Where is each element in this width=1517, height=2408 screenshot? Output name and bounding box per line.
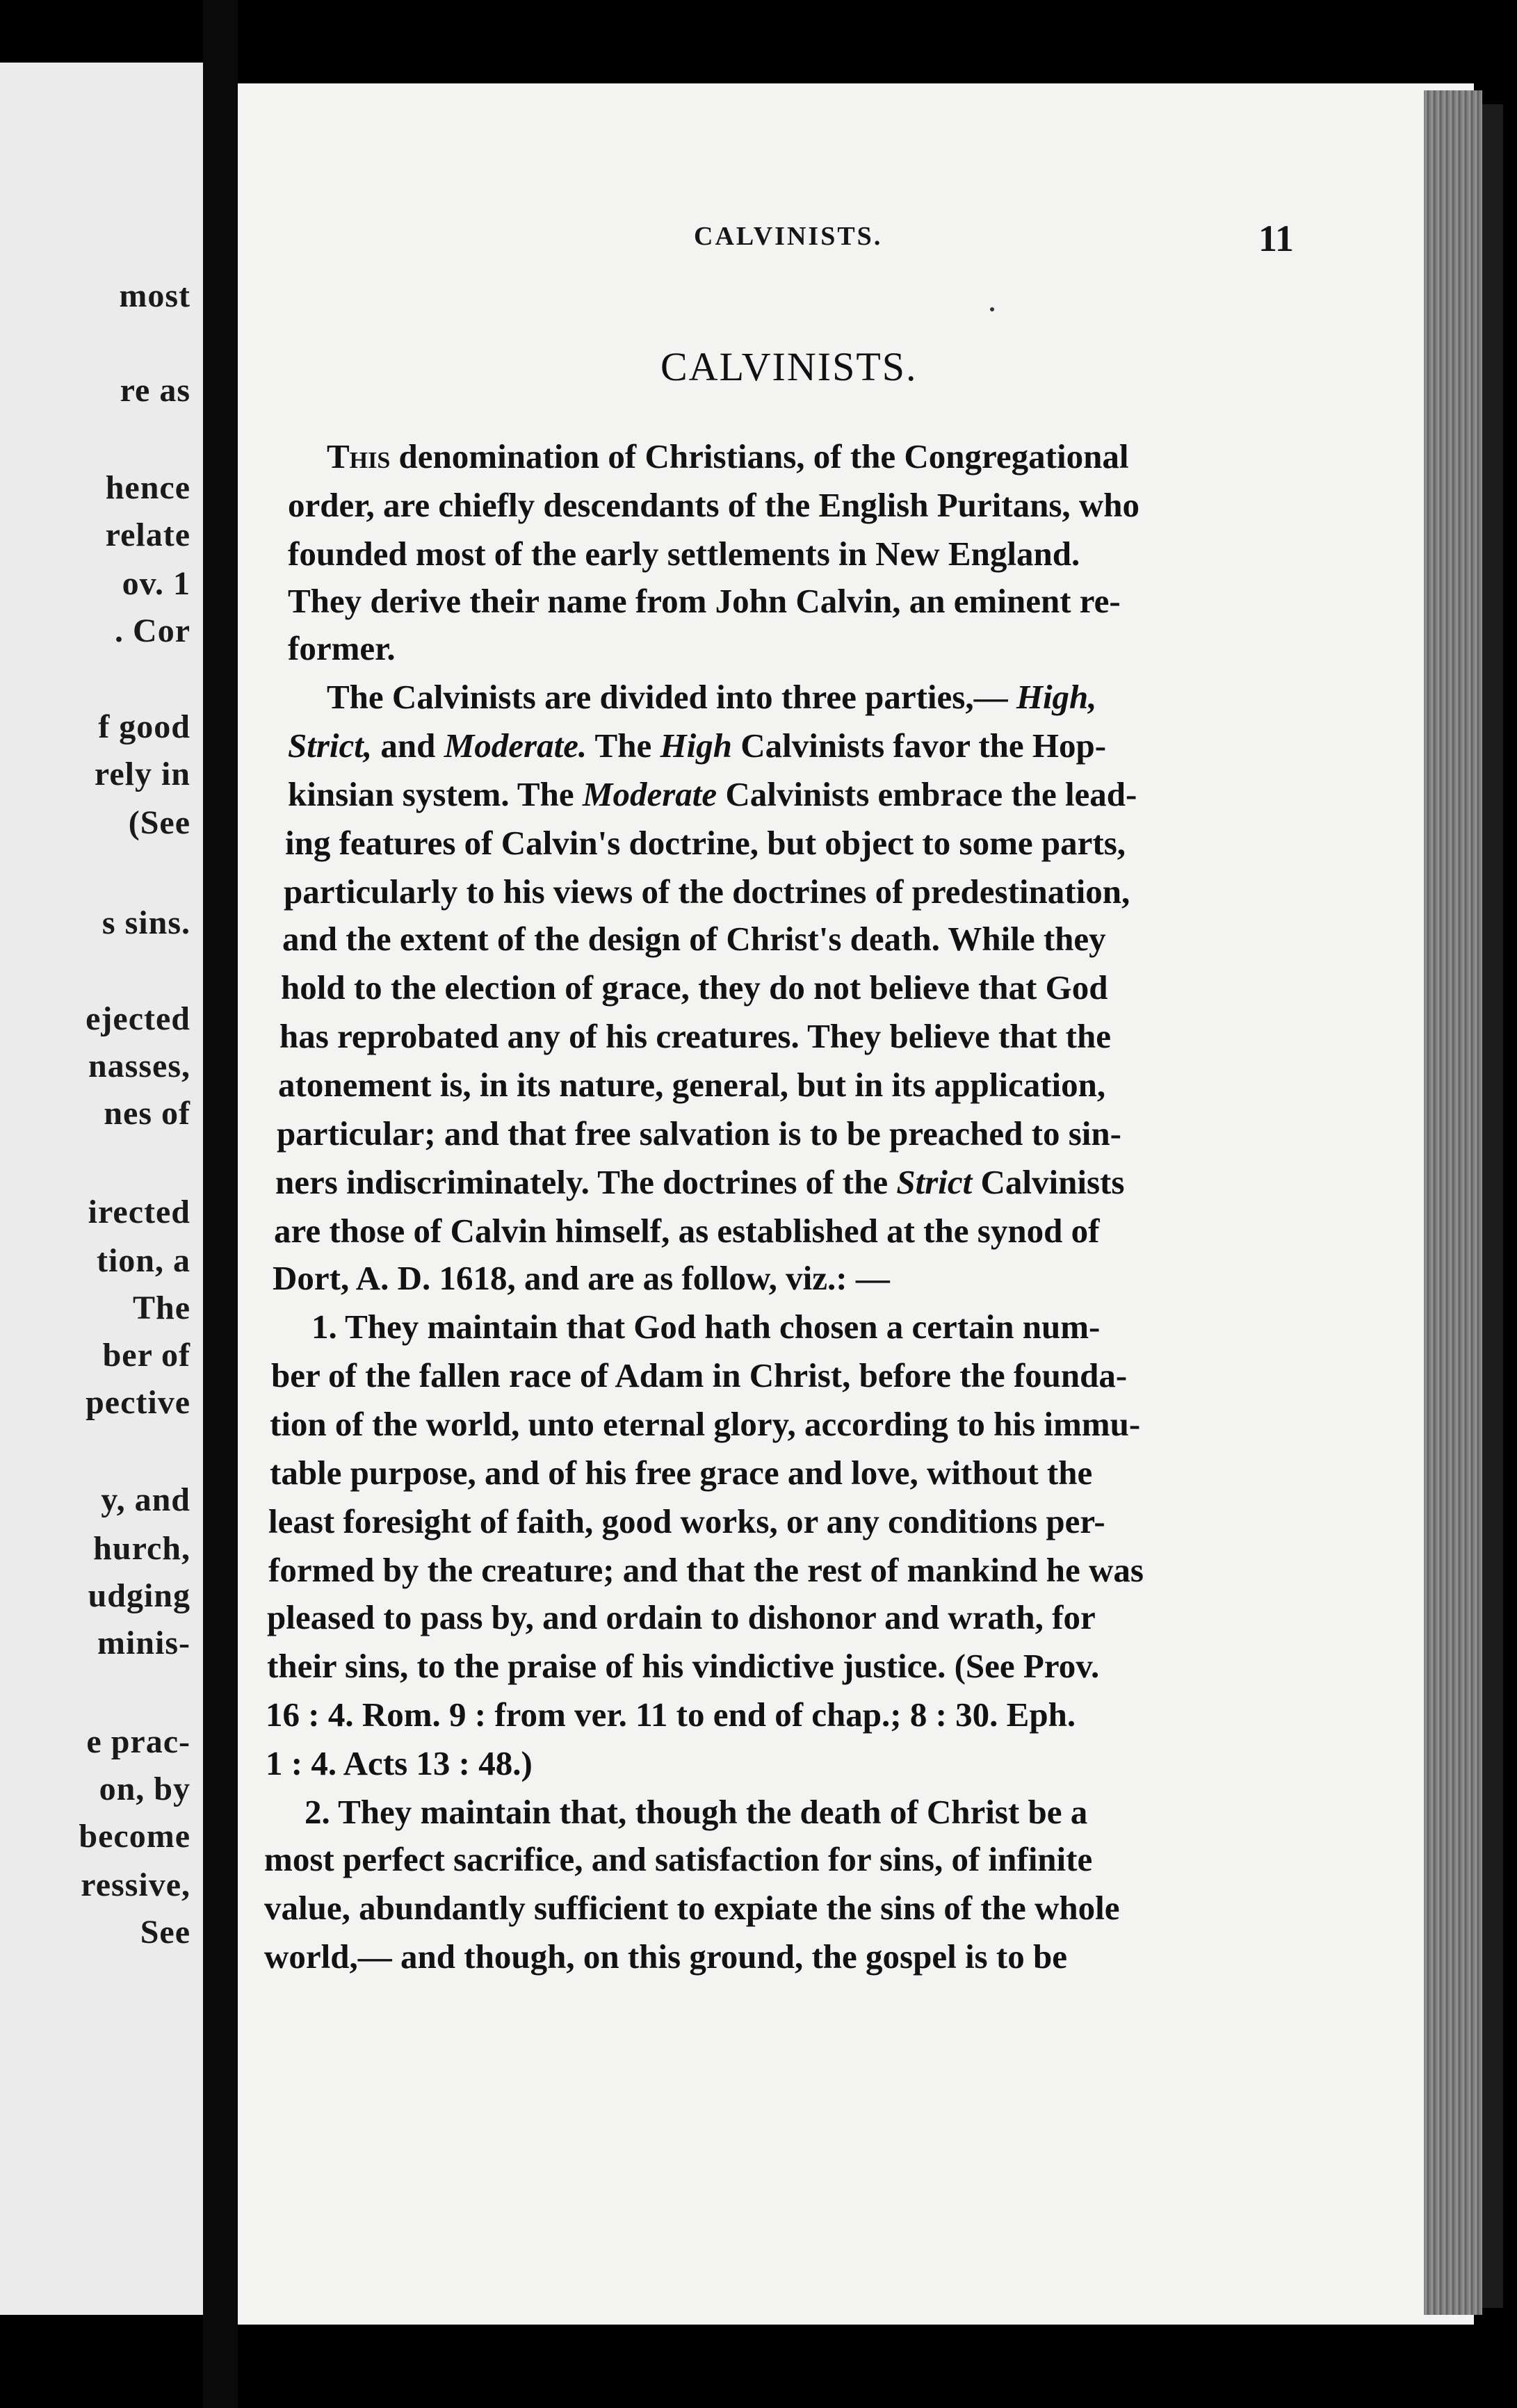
text-line: tion of the world, unto eternal glory, according to his immu- [270,1405,1141,1443]
text-run: Calvinists embrace the lead- [717,775,1137,813]
text-line: atonement is, in its nature, general, but in its application, [278,1066,1106,1104]
text-line: founded most of the early settlements in New England. [288,535,1080,573]
facing-page-line: rely in [94,756,190,792]
facing-page-line: nasses, [88,1048,190,1084]
running-head: CALVINISTS. [694,222,883,251]
facing-page-line: on, by [99,1771,190,1807]
text-line [327,439,1128,473]
facing-page-line: The [132,1290,190,1326]
text-line: 16 : 4. Rom. 9 : from ver. 11 to end of chap.; 8 : 30. Eph. [266,1695,1076,1734]
text-line: 1. They maintain that God hath chosen a certain num- [311,1308,1101,1346]
text-line: their sins, to the praise of his vindictive justice. (See Prov. [267,1647,1100,1685]
text-run: ners indiscriminately. The doctrines of the [275,1163,897,1201]
facing-page-line: become [79,1818,190,1855]
facing-page-line: hurch, [93,1530,190,1567]
facing-page-line: minis- [97,1625,190,1661]
page-edges [1424,90,1482,2315]
ink-speck [990,307,994,311]
text-line: order, are chiefly descendants of the English Puritans, who [288,486,1140,524]
text-line: value, abundantly sufficient to expiate the sins of the whole [264,1889,1120,1927]
page-number: 11 [1258,218,1295,259]
italic-term: Strict [896,1163,973,1201]
text-run: The Calvinists are divided into three parties,— [327,678,1016,716]
chapter-title: CALVINISTS. [660,344,918,389]
text-run: kinsian system. The [288,775,583,813]
text-line [288,777,1137,811]
book-gutter [203,0,238,2408]
text-line: are those of Calvin himself, as established at the synod of [274,1212,1100,1250]
italic-term: High [660,726,732,765]
facing-page-line: hence [105,469,190,506]
text-line: world,— and though, on this ground, the gospel is to be [264,1937,1067,1976]
facing-page-line: pective [86,1384,190,1421]
facing-page-line: nes of [104,1095,190,1132]
text-line: 1 : 4. Acts 13 : 48.) [266,1744,533,1782]
facing-page-line: most [119,277,190,314]
text-line: particular; and that free salvation is to be preached to sin- [277,1114,1121,1153]
text-run: Calvinists [972,1163,1125,1201]
text-line: most perfect sacrifice, and satisfaction for sins, of infinite [264,1840,1093,1878]
facing-page-line: (See [128,804,190,841]
text-line: former. [288,629,396,667]
facing-page-fragment [0,63,203,2315]
text-run: The [587,726,660,765]
text-run: Calvinists favor the Hop- [731,726,1107,765]
italic-term: Moderate. [444,726,587,765]
text-line: has reprobated any of his creatures. They believe that the [279,1017,1111,1055]
facing-page-line: . Cor [115,612,190,649]
text-line [327,680,1097,714]
facing-page-line: relate [105,516,190,553]
text-line: Dort, A. D. 1618, and are as follow, viz.: — [273,1259,890,1297]
text-line: particularly to his views of the doctrines of predestination, [284,872,1130,911]
text-line: ber of the fallen race of Adam in Christ, before the founda- [271,1356,1128,1394]
text-line: least foresight of faith, good works, or any conditions per- [268,1502,1105,1540]
text-line: formed by the creature; and that the rest of mankind he was [268,1551,1144,1589]
facing-page-line: udging [88,1577,190,1614]
facing-page-line: ber of [102,1337,190,1374]
facing-page-line: f good [98,708,190,745]
facing-page-line: ov. 1 [122,565,190,602]
text-line: pleased to pass by, and ordain to dishonor and wrath, for [267,1598,1096,1636]
facing-page-line: ressive, [81,1866,190,1903]
facing-page-line: re as [120,372,190,409]
italic-term: High, [1016,678,1097,716]
facing-page-line: irected [88,1194,190,1230]
text-line: 2. They maintain that, though the death of Christ be a [305,1793,1088,1831]
facing-page-line: e prac- [86,1723,190,1760]
italic-term: Moderate [582,775,717,813]
book-page [238,83,1474,2325]
facing-page-line: s sins. [102,904,190,941]
text-line: table purpose, and of his free grace and love, without the [270,1454,1093,1492]
facing-page-line: ejected [86,1000,190,1037]
text-run: and [372,726,444,765]
facing-page-line: y, and [101,1481,190,1518]
text-line [275,1165,1124,1199]
facing-page-line: tion, a [96,1242,190,1279]
text-run: denomination of Christians, of the Congregational [390,437,1129,475]
drop-word: This [327,437,391,475]
book-cover-edge [1482,104,1503,2308]
text-line: ing features of Calvin's doctrine, but object to some parts, [285,824,1126,862]
text-line [288,726,1107,765]
text-line: and the extent of the design of Christ's death. While they [282,920,1106,958]
facing-page-line: See [140,1914,190,1951]
text-line: hold to the election of grace, they do not believe that God [281,968,1108,1007]
text-line: They derive their name from John Calvin, an eminent re- [288,582,1121,620]
italic-term: Strict, [288,726,373,765]
